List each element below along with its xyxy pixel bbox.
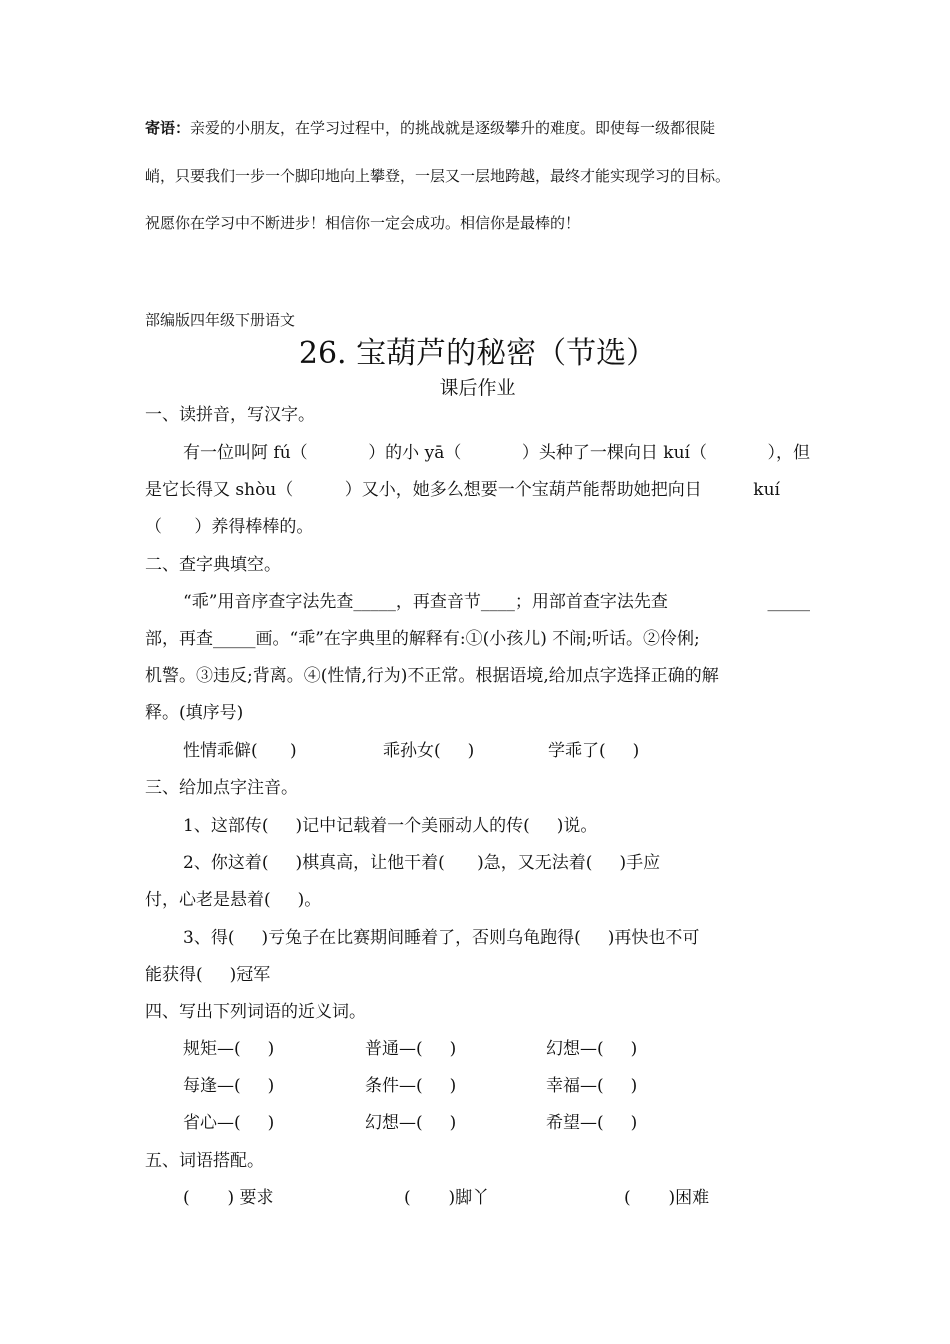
- s3-question-1: 1、这部传( )记中记载着一个美丽动人的传( )说。: [183, 816, 598, 836]
- s2-item-2: 乖孙女( ): [383, 741, 475, 761]
- section-1-line-3: （ ）养得棒棒的。: [145, 517, 314, 537]
- page-subtitle: 课后作业: [439, 377, 516, 399]
- preface-line-3: 祝愿你在学习中不断进步！相信你一定会成功。相信你是最棒的！: [145, 214, 581, 232]
- section-2-line-2: 部，再查_____画。“乖”在字典里的解释有:①(小孩儿) 不闹;听话。②伶俐;: [145, 629, 700, 649]
- s1-part-7: kuí: [753, 480, 780, 500]
- s1-part-6: ）又小，她多么想要一个宝葫芦能帮助她把向日: [344, 480, 702, 500]
- s2-part-1: “乖”用音序查字法先查_____，再查音节____；用部首查字法先查: [183, 592, 668, 612]
- s5-item-1: ( ) 要求: [183, 1188, 274, 1208]
- s4-row-1-col-3: 幻想—( ): [546, 1039, 638, 1059]
- section-2-line-1: [145, 590, 810, 614]
- s4-row-3-col-2: 幻想—( ): [365, 1113, 457, 1133]
- s3-question-2-line-2: 付，心老是悬着( )。: [145, 890, 322, 910]
- s4-row-2-col-3: 幸福—( ): [546, 1076, 638, 1096]
- section-2-line-3: 机警。③违反;背离。④(性情,行为)不正常。根据语境,给加点字选择正确的解: [145, 666, 719, 686]
- s1-part-1: 有一位叫阿 fú（: [183, 443, 308, 463]
- preface-line-2: 峭，只要我们一步一个脚印地向上攀登，一层又一层地跨越，最终才能实现学习的目标。: [145, 167, 731, 185]
- section-1-heading: 一、读拼音，写汉字。: [145, 405, 315, 425]
- preface-text-1: 亲爱的小朋友，在学习过程中，的挑战就是逐级攀升的难度。即使每一级都很陡: [190, 119, 716, 137]
- s1-part-5: 是它长得又 shòu（: [145, 480, 294, 500]
- s1-part-4: ），但: [767, 443, 810, 463]
- s2-part-2: _____: [767, 592, 810, 612]
- section-2-heading: 二、查字典填空。: [145, 555, 281, 575]
- s4-row-2-col-2: 条件—( ): [365, 1076, 457, 1096]
- s4-row-3-col-3: 希望—( ): [546, 1113, 638, 1133]
- s5-item-2: ( )脚丫: [404, 1188, 490, 1208]
- preface-lead: 寄语：: [145, 119, 191, 137]
- s4-row-1-col-1: 规矩—( ): [183, 1039, 275, 1059]
- section-2-line-4: 释。(填序号): [145, 703, 244, 723]
- section-5-heading: 五、词语搭配。: [145, 1151, 264, 1171]
- preface-line-1: [145, 117, 810, 138]
- section-1-line-2: [145, 478, 780, 502]
- s1-part-2: ）的小 yā（: [368, 443, 462, 463]
- s3-question-2-line-1: 2、你这着( )棋真高，让他干着( )急，又无法着( )手应: [183, 853, 661, 873]
- grade-label: 部编版四年级下册语文: [145, 311, 296, 329]
- s3-question-3-line-1: 3、得( )亏兔子在比赛期间睡着了，否则乌龟跑得( )再快也不可: [183, 928, 700, 948]
- s4-row-1-col-2: 普通—( ): [365, 1039, 457, 1059]
- section-1-line-1: [145, 441, 810, 465]
- page-title: 26. 宝葫芦的秘密（节选）: [298, 336, 657, 371]
- s3-question-3-line-2: 能获得( )冠军: [145, 965, 271, 985]
- s2-item-3: 学乖了( ): [548, 741, 640, 761]
- s1-part-3: ）头种了一棵向日 kuí（: [521, 443, 707, 463]
- s5-item-3: ( )困难: [624, 1188, 710, 1208]
- s4-row-3-col-1: 省心—( ): [183, 1113, 275, 1133]
- s4-row-2-col-1: 每逢—( ): [183, 1076, 275, 1096]
- section-4-heading: 四、写出下列词语的近义词。: [145, 1002, 366, 1022]
- s2-item-1: 性情乖僻( ): [183, 741, 297, 761]
- section-3-heading: 三、给加点字注音。: [145, 778, 298, 798]
